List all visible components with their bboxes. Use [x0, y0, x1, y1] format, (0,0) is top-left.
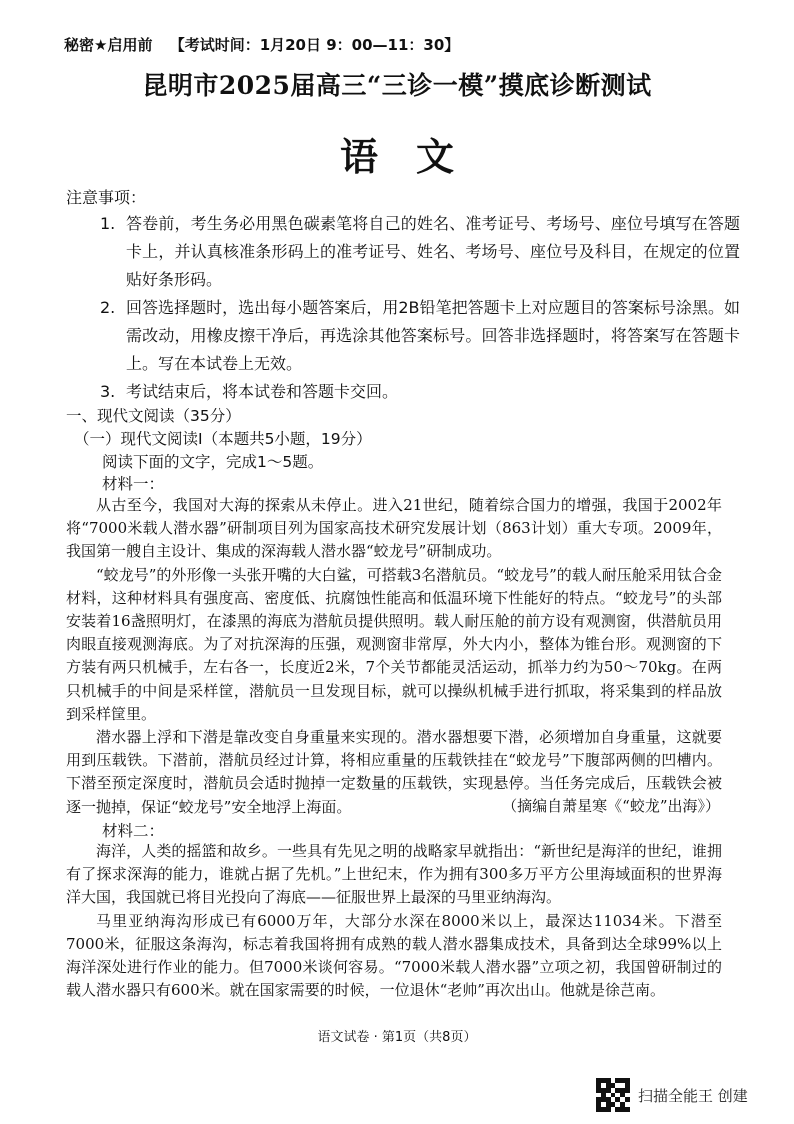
material-one-source: （摘编自萧星寒《“蛟龙”出海》）: [502, 797, 720, 815]
exam-title: 昆明市2025届高三“三诊一模”摸底诊断测试: [142, 71, 652, 100]
notice-number: 2.: [100, 298, 116, 317]
paragraph: 潜水器上浮和下潜是靠改变自身重量来实现的。潜水器想要下潜，必须增加自身重量，这就要用到压载铁。下潜前，潜航员经过计算，将相应重量的压载铁挂在“蛟龙号”下腹部两侧的凹槽内。下潜至预定深度时，潜航员会适时抛掉一定数量的压载铁，实现悬停。当任务完成后，压载铁会被逐一抛掉，保证“蛟龙号”安全地浮上海面。: [66, 728, 722, 816]
notice-number: 3.: [100, 382, 116, 401]
part-heading: 一、现代文阅读（35分）: [66, 407, 241, 425]
subject-title: 语文: [339, 134, 492, 179]
notice-text: 考试结束后，将本试卷和答题卡交回。: [126, 382, 399, 401]
scanner-watermark: [596, 1078, 748, 1112]
notice-number: 1.: [100, 214, 116, 233]
notice-item: [100, 378, 740, 406]
notice-heading: 注意事项：: [66, 188, 147, 207]
reading-instruction: 阅读下面的文字，完成1～5题。: [102, 453, 324, 471]
material-two-text: [66, 840, 722, 1002]
notice-item: [100, 294, 740, 378]
page-footer: 语文试卷 · 第1页（共8页）: [317, 1030, 477, 1045]
notice-list: [100, 210, 740, 406]
subpart-heading: （一）现代文阅读Ⅰ（本题共5小题，19分）: [74, 430, 372, 448]
notice-item: [100, 210, 740, 294]
paragraph: “蛟龙号”的外形像一头张开嘴的大白鲨，可搭载3名潜航员。“蛟龙号”的载人耐压舱采用钛合金材料，这种材料具有强度高、密度低、抗腐蚀性能高和低温环境下性能好的特点。“蛟龙号”的头部安装着16盏照明灯，在漆黑的海底为潜航员提供照明。载人耐压舱的前方设有观测窗，供潜航员用肉眼直接观测海底。为了对抗深海的压强，观测窗非常厚，外大内小，整体为锥台形。观测窗的下方装有两只机械手，左右各一，长度近2米，7个关节都能灵活运动，抓举力约为50～70kg。在两只机械手的中间是采样筐，潜航员一旦发现目标，就可以操纵机械手进行抓取，将采集到的样品放到采样筐里。: [66, 565, 722, 723]
scan-app-label: 扫描全能王 创建: [638, 1086, 748, 1105]
notice-text: 回答选择题时，选出每小题答案后，用2B铅笔把答题卡上对应题目的答案标号涂黑。如需改动，用橡皮擦干净后，再选涂其他答案标号。回答非选择题时，将答案写在答题卡上。写在本试卷上无效。: [126, 298, 740, 373]
paragraph: 马里亚纳海沟形成已有6000万年，大部分水深在8000米以上，最深达11034米。下潜至7000米，征服这条海沟，标志着我国将拥有成熟的载人潜水器集成技术，具备到达全球99%以上海洋深处进行作业的能力。但7000米谈何容易。“7000米载人潜水器”立项之初，我国曾研制过的载人潜水器只有600米。就在国家需要的时候，一位退休“老帅”再次出山。他就是徐芑南。: [66, 911, 722, 1000]
exam-time: 【考试时间：1月20日 9：00—11：30】: [169, 36, 460, 54]
secret-label: 秘密★启用前: [64, 36, 153, 54]
material-one-label: 材料一：: [102, 475, 165, 493]
qr-code-icon: [596, 1078, 630, 1112]
material-one-text: [66, 494, 722, 819]
paragraph: 海洋，人类的摇篮和故乡。一些具有先见之明的战略家早就指出：“新世纪是海洋的世纪，谁拥有了探求深海的能力，谁就占据了先机。”上世纪末，作为拥有300多万平方公里海域面积的世界海洋大国，我国就已将目光投向了海底——征服世界上最深的马里亚纳海沟。: [66, 842, 722, 907]
material-two-label: 材料二：: [102, 822, 165, 840]
exam-header: [64, 34, 459, 55]
notice-text: 答卷前，考生务必用黑色碳素笔将自己的姓名、准考证号、考场号、座位号填写在答题卡上，并认真核准条形码上的准考证号、姓名、考场号、座位号及科目，在规定的位置贴好条形码。: [126, 214, 740, 289]
paragraph: 从古至今，我国对大海的探索从未停止。进入21世纪，随着综合国力的增强，我国于2002年将“7000米载人潜水器”研制项目列为国家高技术研究发展计划（863计划）重大专项。2009年，我国第一艘自主设计、集成的深海载人潜水器“蛟龙号”研制成功。: [66, 496, 722, 561]
